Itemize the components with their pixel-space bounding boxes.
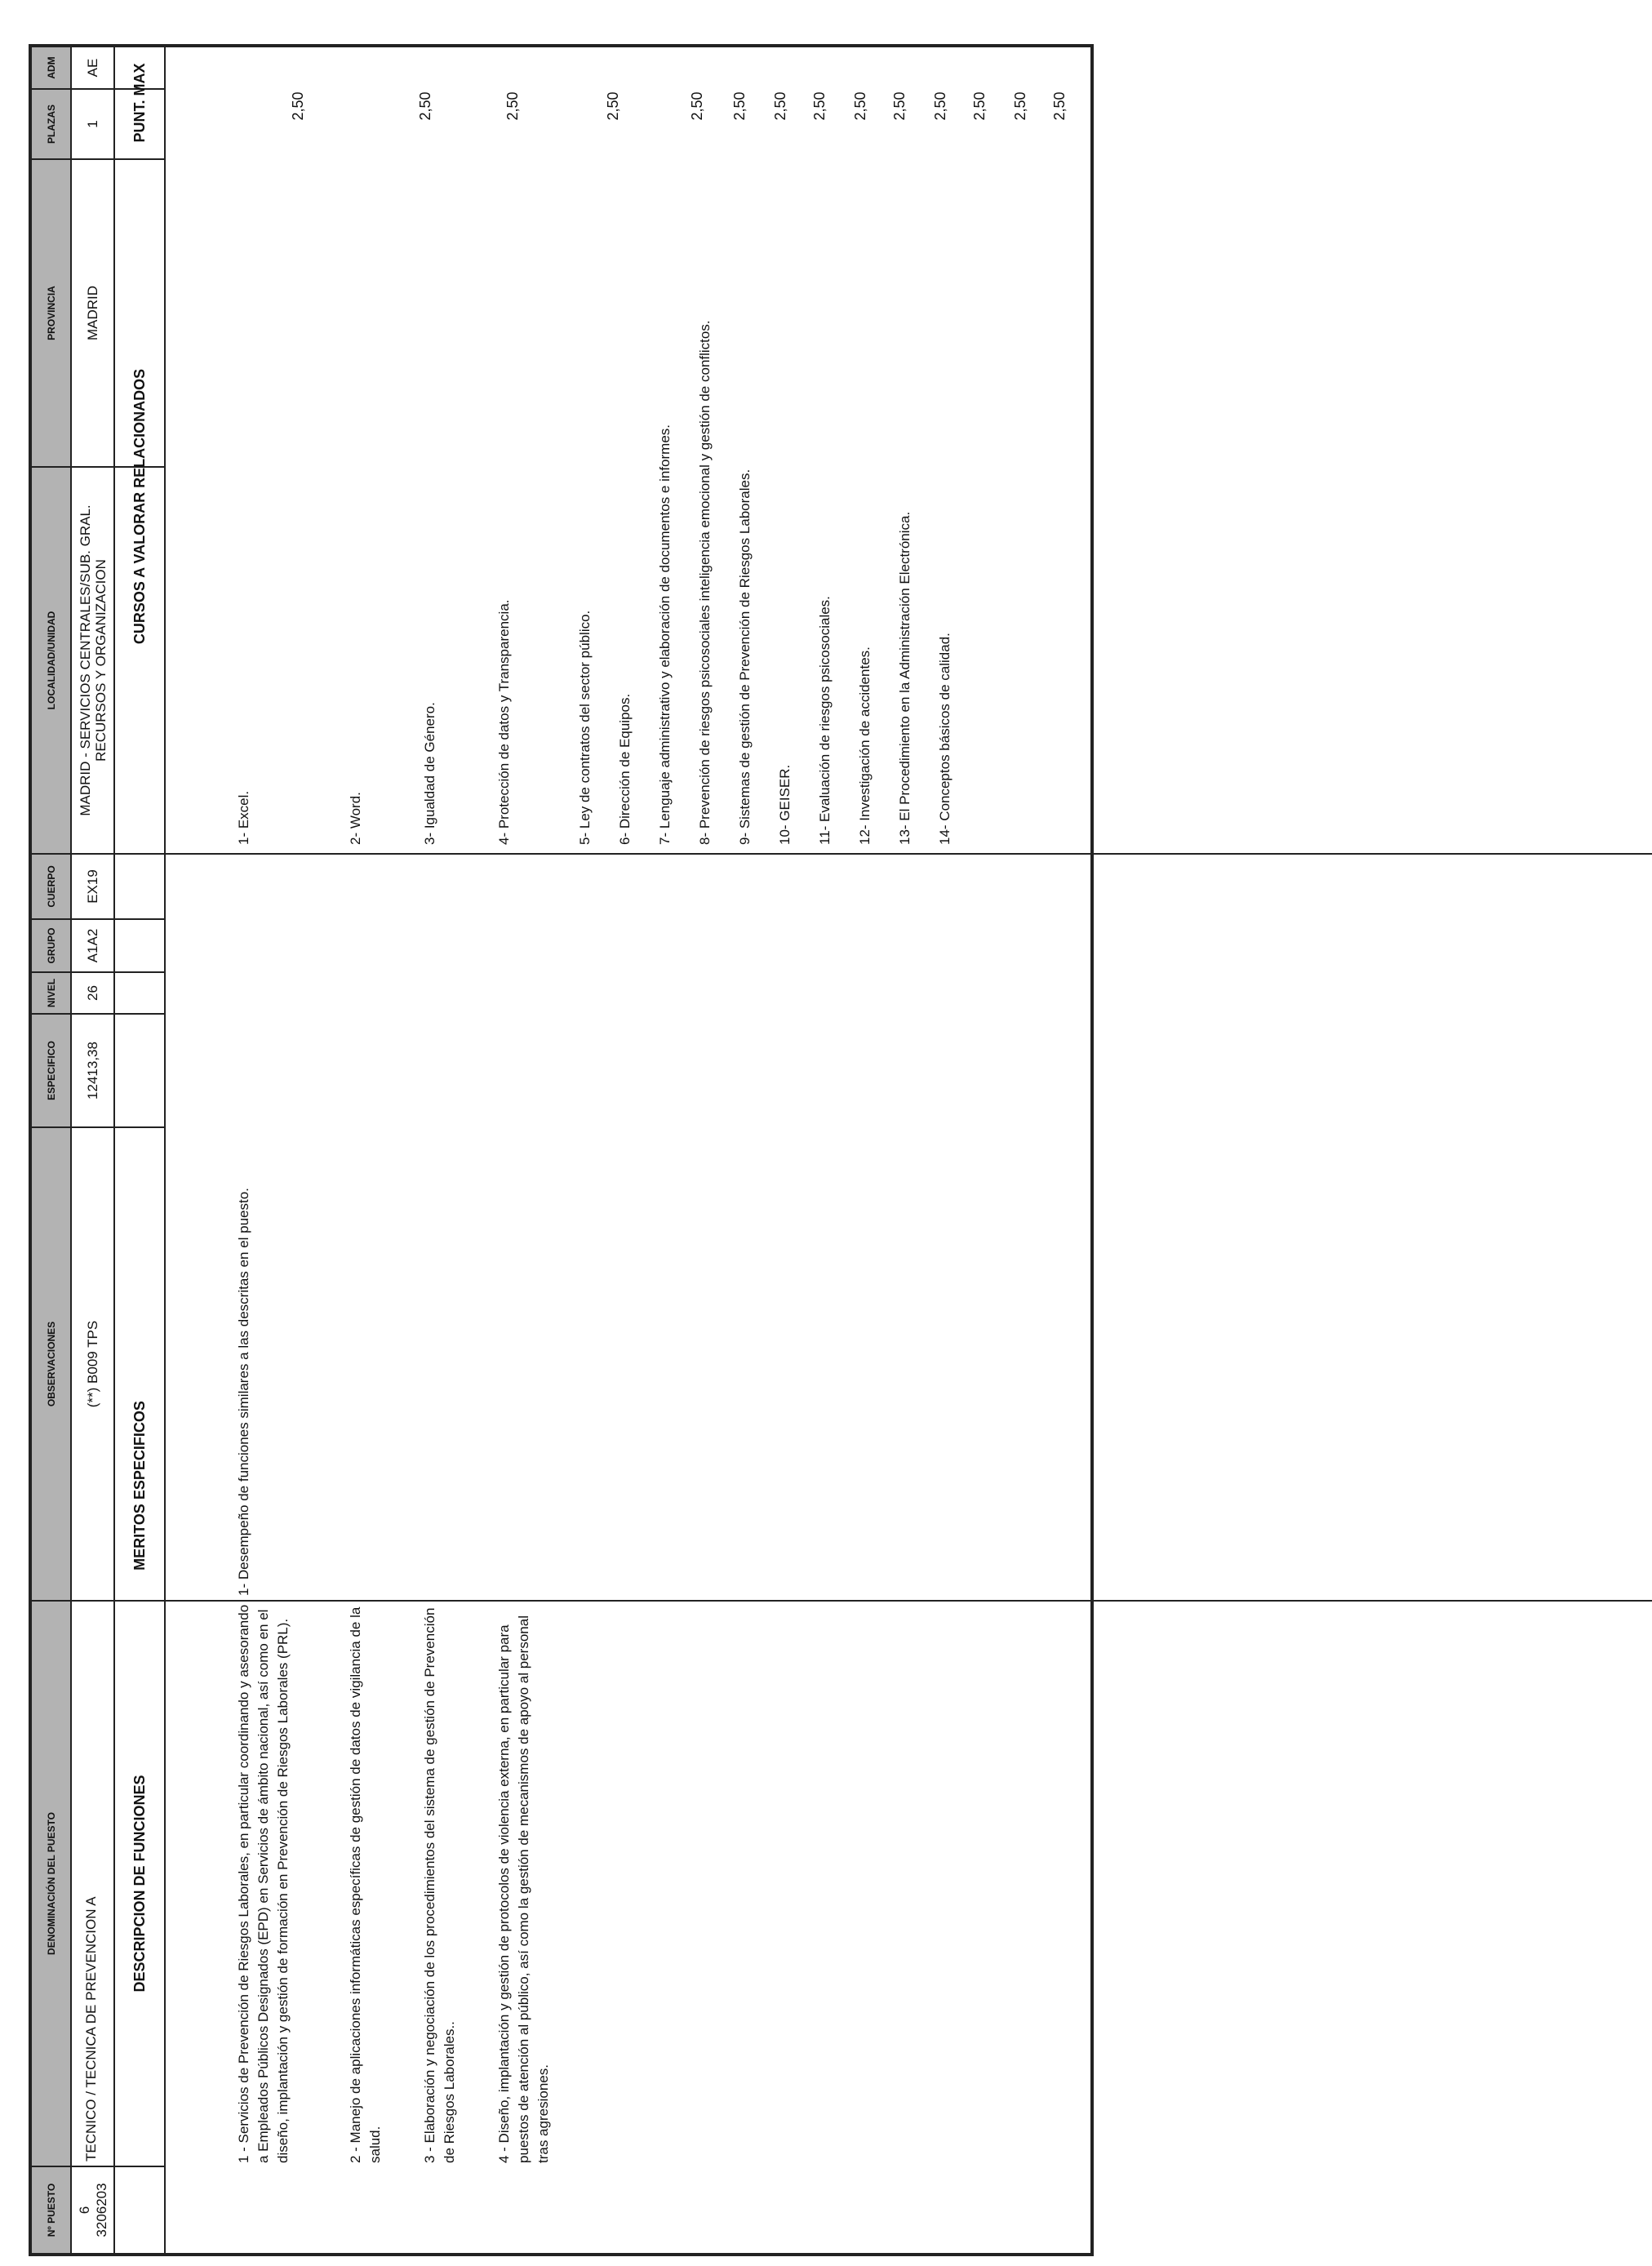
funcion-item: 1 - Servicios de Prevención de Riesgos Laborales, en particular coordinando y asesorando a Empleados Públicos Designados (EPD) en Servicios de ámbito nacional, así como en el diseño, implantación y gestión de formación en Prevención de Riesgos Laborales (PRL).	[236, 1604, 291, 2163]
curso-item: 10- GEISER.	[777, 764, 793, 845]
header-observaciones: OBSERVACIONES	[32, 1128, 70, 1600]
score-value: 2,50	[772, 91, 788, 121]
curso-item: 4- Protección de datos y Transparencia.	[496, 599, 512, 845]
curso-item: 5- Ley de contratos del sector público.	[577, 610, 593, 845]
cell-cuerpo: EX19	[85, 869, 100, 904]
header-nivel: NIVEL	[32, 973, 70, 1013]
score-value: 2,50	[290, 91, 306, 121]
score-value: 2,50	[1012, 91, 1028, 121]
funcion-item: 2 - Manejo de aplicaciones informáticas específicas de gestión de datos de vigilancia de la salud.	[348, 1606, 383, 2163]
curso-item: 3- Igualdad de Género.	[422, 702, 437, 845]
cell-denominacion: TECNICO / TECNICA DE PREVENCION A	[83, 1896, 99, 2162]
score-value: 2,50	[605, 91, 621, 121]
codigo-value: 3206203	[93, 2183, 109, 2237]
header-localidad: LOCALIDAD/UNIDAD	[32, 468, 70, 853]
score-value: 2,50	[852, 91, 868, 121]
curso-item: 12- Investigación de accidentes.	[857, 646, 873, 845]
cell-provincia: MADRID	[85, 285, 100, 341]
curso-item: 8- Prevención de riesgos psicosociales inteligencia emocional y gestión de conflictos.	[697, 320, 713, 845]
curso-item: 14- Conceptos básicos de calidad.	[937, 633, 953, 845]
cell-adm: AE	[85, 58, 100, 78]
curso-item: 1- Excel.	[236, 790, 251, 845]
cell-nivel: 26	[85, 985, 100, 1001]
header-cuerpo: CUERPO	[32, 855, 70, 918]
section-descripcion: DESCRIPCION DE FUNCIONES	[131, 1775, 148, 1993]
score-value: 2,50	[689, 91, 705, 121]
job-posting-table	[29, 44, 1094, 2256]
funcion-item: 4 - Diseño, implantación y gestión de protocolos de violencia externa, en particular para puestos de atención al público, así como la gestión de mecanismos de apoyo al personal tras agresiones.	[496, 1615, 551, 2163]
curso-item: 7- Lenguaje administrativo y elaboración de documentos e informes.	[657, 424, 673, 845]
cell-grupo: A1A2	[85, 928, 100, 963]
curso-item: 2- Word.	[348, 792, 363, 845]
header-n-puesto: Nº PUESTO	[32, 2167, 70, 2253]
curso-item: 9- Sistemas de gestión de Prevención de Riesgos Laborales.	[737, 469, 753, 845]
cell-localidad: MADRID - SERVICIOS CENTRALES/SUB. GRAL. RECURSOS Y ORGANIZACION	[77, 504, 109, 816]
cell-especifico: 12413,38	[85, 1042, 100, 1100]
funcion-item: 3 - Elaboración y negociación de los procedimientos del sistema de gestión de Prevención de Riesgos Laborales..	[422, 1607, 457, 2163]
header-provincia: PROVINCIA	[32, 160, 70, 466]
col-line-7	[32, 853, 1652, 855]
curso-item: 6- Dirección de Equipos.	[617, 693, 633, 845]
section-meritos: MERITOS ESPECIFICOS	[131, 1401, 148, 1571]
cell-observaciones: (**) B009 TPS	[85, 1320, 100, 1408]
score-value: 2,50	[932, 91, 948, 121]
score-value: 2,50	[811, 91, 828, 121]
cell-plazas: 1	[85, 120, 100, 128]
curso-item: 11- Evaluación de riesgos psicosociales.	[817, 596, 833, 845]
score-value: 2,50	[417, 91, 433, 121]
section-cursos: CURSOS A VALORAR RELACIONADOS	[131, 368, 148, 645]
score-value: 2,50	[971, 91, 988, 121]
score-value: 2,50	[1051, 91, 1068, 121]
score-value: 2,50	[731, 91, 748, 121]
header-denominacion: DENOMINACIÓN DEL PUESTO	[32, 1602, 70, 2166]
score-value: 2,50	[891, 91, 908, 121]
merito-item: 1- Desempeño de funciones similares a las descritas en el puesto.	[236, 1188, 251, 1596]
score-value: 2,50	[504, 91, 521, 121]
section-punt-max: PUNT. MAX	[131, 63, 148, 143]
header-grupo: GRUPO	[32, 920, 70, 971]
cell-n-puesto	[72, 2167, 113, 2253]
header-plazas: PLAZAS	[32, 90, 70, 158]
n-puesto-value: 6	[76, 2206, 92, 2215]
curso-item: 13- El Procedimiento en la Administración Electrónica.	[897, 511, 913, 845]
header-adm: ADM	[32, 47, 70, 88]
header-especifico: ESPECIFICO	[32, 1015, 70, 1126]
